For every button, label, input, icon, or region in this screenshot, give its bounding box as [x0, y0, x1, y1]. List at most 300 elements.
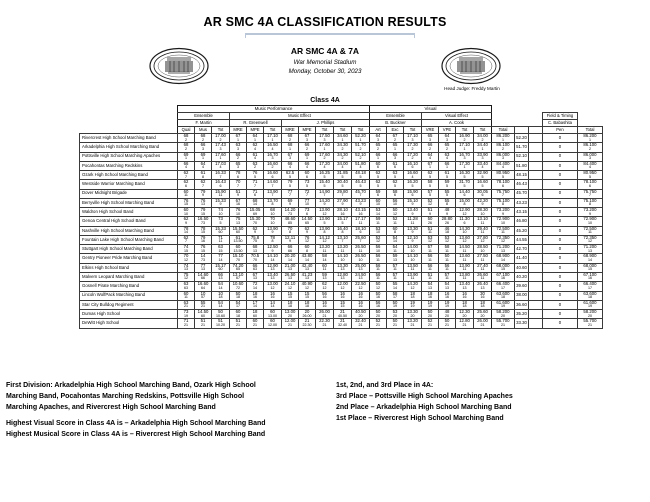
score-cell: 52.10 2 [352, 152, 370, 161]
highest-scores-block [6, 419, 336, 441]
score-cell: 64 1 [247, 134, 264, 143]
score-cell: 13.90 5 [316, 217, 334, 226]
score-cell: 17.10 1 [456, 143, 474, 152]
score-cell: 62 5 [370, 180, 387, 189]
score-cell: 14 14 [264, 300, 282, 309]
score-cell [529, 171, 543, 180]
score-cell: 14.50 60 [195, 310, 212, 319]
score-cell: 16.50 4 [264, 143, 282, 152]
band-name-cell: Waldron High School Band [80, 208, 178, 217]
first-division-block [6, 381, 326, 414]
score-cell [529, 152, 543, 161]
score-cell: 10.60 72 [230, 282, 247, 291]
score-cell: 46.80 [515, 217, 529, 226]
score-cell: 57 11 [387, 272, 404, 281]
score-cell: 16 16 [352, 291, 370, 300]
score-cell: 24.10 12 [282, 282, 299, 291]
score-cell: 13.10 11 [474, 217, 492, 226]
score-cell: 57 5 [422, 189, 439, 198]
score-cell: 63 15 [212, 245, 230, 254]
band-name-cell: Stuttgart High School Marching Band [80, 245, 178, 254]
score-cell: 16.70 3 [456, 152, 474, 161]
score-cell: 73.200 9 [492, 208, 515, 217]
score-cell: 40.90 12 [299, 282, 316, 291]
score-cell: 13.20 11 [316, 245, 334, 254]
judge-penalty: C. Babashita [543, 120, 578, 127]
col-mpe-2: MPE [299, 127, 316, 134]
col-tot-7: Tot [456, 127, 474, 134]
score-cell: 40.20 [515, 272, 529, 281]
score-cell: 12.00 21 [282, 319, 299, 328]
score-cell: 17.10 3 [404, 134, 422, 143]
score-cell: 54 14 [387, 235, 404, 244]
score-cell: 34.40 1 [474, 143, 492, 152]
score-cell: 14.90 7 [316, 189, 334, 198]
score-cell: 17.30 2 [404, 143, 422, 152]
score-cell: 66 4 [178, 161, 195, 170]
score-cell: 52 21 [370, 319, 387, 328]
score-cell: 16 16 [316, 300, 334, 309]
score-cell: 13.10 67 [230, 272, 247, 281]
score-cell: 15.30 70 [247, 217, 264, 226]
score-cell: 63 4 [439, 152, 456, 161]
col-visual [529, 127, 543, 134]
score-cell: 59 6 [370, 189, 387, 198]
score-cell: 15.90 6 [404, 189, 422, 198]
score-cell: 78 8 [264, 235, 282, 244]
score-cell: 48 9 [439, 208, 456, 217]
score-cell: 16 16 [439, 291, 456, 300]
score-cell: 28.80 26 [439, 217, 456, 226]
score-cell: 60 11 [316, 263, 334, 272]
score-cell: 75.750 7 [578, 189, 603, 198]
score-cell: 17.50 3 [316, 134, 334, 143]
score-cell: 25.60 7 [352, 235, 370, 244]
score-cell: 56 16 [316, 291, 334, 300]
score-cell: 63.600 18 [492, 291, 515, 300]
score-cell: 73 19 [178, 310, 195, 319]
table-row[interactable] [80, 217, 603, 226]
score-cell: 0 [543, 291, 578, 300]
score-cell: 45.20 [515, 226, 529, 235]
score-cell: 16.25 5 [316, 171, 334, 180]
score-cell: 60 8 [387, 226, 404, 235]
score-cell [529, 208, 543, 217]
score-cell: 40.60 [515, 263, 529, 272]
score-cell: 50 12 [370, 282, 387, 291]
score-cell: 15.10 70 [230, 254, 247, 263]
score-cell: 43.23 [515, 198, 529, 207]
score-cell: 43.15 16 [352, 208, 370, 217]
score-cell: 57 11 [422, 245, 439, 254]
score-cell: 56 11 [422, 263, 439, 272]
score-cell: 68 13 [247, 245, 264, 254]
score-cell: 61 4 [247, 152, 264, 161]
score-cell: 14.10 14 [264, 254, 282, 263]
score-cell: 13.30 13 [334, 263, 352, 272]
score-cell: 46.43 [515, 180, 529, 189]
score-cell: 17.03 4 [212, 161, 230, 170]
score-cell: 0 [543, 208, 578, 217]
table-row[interactable] [80, 291, 603, 300]
table-row[interactable] [80, 143, 603, 152]
score-cell: 38.00 [515, 291, 529, 300]
score-cell: 13.10 7 [334, 235, 352, 244]
col-art: Art [370, 127, 387, 134]
score-cell: 67 3 [282, 152, 299, 161]
score-cell [529, 217, 543, 226]
score-cell: 51.80 4 [352, 161, 370, 170]
score-cell: 76 13 [195, 198, 212, 207]
score-cell [529, 245, 543, 254]
spacer-cell-3 [515, 120, 529, 127]
score-cell: 67 2 [387, 134, 404, 143]
spacer-cell-4 [529, 106, 543, 113]
spacer-cell-3 [515, 113, 529, 120]
header-row-groups [80, 106, 603, 113]
score-cell: 77 13 [195, 263, 212, 272]
score-cell: 16.60 5 [474, 180, 492, 189]
score-cell: 0 [543, 189, 578, 198]
score-cell: 66 13 [212, 272, 230, 281]
score-cell: 54 11 [387, 245, 404, 254]
score-cell: 58 17 [387, 291, 404, 300]
score-cell: 17.20 2 [404, 152, 422, 161]
score-cell: 62 4 [247, 143, 264, 152]
score-cell: 63 63 [178, 282, 195, 291]
score-cell: 12.11 9 [282, 235, 299, 244]
place-2-line: 2nd Place – Arkadelphia High School Marching Band [336, 403, 512, 411]
score-cell: 21 40.50 [334, 310, 352, 319]
score-cell: 48.18 5 [352, 171, 370, 180]
score-cell: 51 9 [230, 189, 247, 198]
score-cell: 68 14 [247, 198, 264, 207]
score-cell: 52.20 1 [352, 134, 370, 143]
score-cell: 58 6 [387, 189, 404, 198]
score-cell: 51 21 [230, 319, 247, 328]
score-cell: 75.100 8 [492, 198, 515, 207]
score-cell: 61 5 [439, 171, 456, 180]
score-cell: 15 15 [334, 300, 352, 309]
score-cell: 72 14 [247, 282, 264, 291]
col-mre-1: MRE [230, 127, 247, 134]
table-row[interactable] [80, 282, 603, 291]
band-name-cell: Westside Warrior Marching Band [80, 180, 178, 189]
place-3-line: 3rd Place – Pottsville High School Marching Apaches [336, 392, 513, 400]
score-cell: 43.80 14 [299, 254, 316, 263]
score-cell: 57 11 [439, 272, 456, 281]
score-cell: 66 1 [370, 152, 387, 161]
score-cell: 72.900 10 [492, 217, 515, 226]
spacer-cell [80, 106, 178, 113]
score-cell: 0 [543, 198, 578, 207]
score-cell: 45.70 [515, 189, 529, 198]
score-cell: 74 15 [178, 245, 195, 254]
col-music [515, 127, 529, 134]
score-cell: 78 15 [195, 226, 212, 235]
score-cell: 28.30 10 [474, 208, 492, 217]
score-cell: 61 13.50 [230, 235, 247, 244]
score-cell: 86.200 1 [578, 134, 603, 143]
score-cell: 0 [543, 310, 578, 319]
score-cell: 54 13 [439, 282, 456, 291]
score-cell: 59 11 [370, 217, 387, 226]
score-cell: 13.90 8 [316, 226, 334, 235]
band-name-cell: Pottsville High School Marching Apaches [80, 152, 178, 161]
score-cell: 75.8 75 [247, 235, 264, 244]
spacer-cell-2 [492, 106, 515, 113]
score-cell: 14.20 12 [404, 282, 422, 291]
score-cell: 54 14 [212, 300, 230, 309]
score-cell: 18 18 [474, 300, 492, 309]
score-cell: 51.70 [515, 143, 529, 152]
score-cell: 73 6 [299, 208, 316, 217]
score-cell: 66 2 [299, 143, 316, 152]
place-1-line: 1st Place – Rivercrest High School Marching Band [336, 414, 504, 422]
score-cell: 13.70 8 [264, 198, 282, 207]
table-row[interactable] [80, 152, 603, 161]
score-cell: 34.00 2 [474, 134, 492, 143]
table-row[interactable] [80, 180, 603, 189]
score-cell: 71.200 13 [578, 245, 603, 254]
score-cell: 58 5 [422, 180, 439, 189]
score-cell: 26.00 21 [316, 310, 334, 319]
score-cell: 54 17 [230, 300, 247, 309]
score-cell: 18 16 [247, 291, 264, 300]
score-cell: 68 2 [178, 143, 195, 152]
score-cell: 15 15 [282, 291, 299, 300]
score-cell: 33.40 4 [474, 161, 492, 170]
spacer-cell-5 [543, 106, 578, 113]
score-cell: 64 3 [370, 134, 387, 143]
score-cell: 60 11 [178, 189, 195, 198]
score-cell [529, 226, 543, 235]
score-cell: 34.60 1 [334, 134, 352, 143]
score-cell: 75.100 8 [578, 198, 603, 207]
score-cell: 67 1 [422, 161, 439, 170]
score-cell: 16 16 [334, 291, 352, 300]
score-cell: 48.15 [515, 171, 529, 180]
table-row[interactable] [80, 189, 603, 198]
score-cell: 13.20 21 [404, 319, 422, 328]
score-cell: 50 16 [370, 291, 387, 300]
score-cell: 66 4 [282, 161, 299, 170]
score-cell: 59 13 [316, 272, 334, 281]
score-cell: 84.400 4 [578, 161, 603, 170]
score-cell: 12.90 12 [456, 208, 474, 217]
score-cell: 27.40 11 [474, 263, 492, 272]
score-cell: 0 [543, 319, 578, 328]
score-cell: 30.05 6 [474, 189, 492, 198]
score-cell: 79 15 [195, 208, 212, 217]
header-row-subgroups [80, 113, 603, 120]
score-cell: 42.70 [515, 245, 529, 254]
score-cell: 64 3 [439, 134, 456, 143]
score-cell: 12.10 9 [404, 235, 422, 244]
score-cell: 15.90 11 [212, 189, 230, 198]
score-cell: 58 11 [439, 245, 456, 254]
score-cell: 16 16 [264, 291, 282, 300]
score-cell: 18 16 [422, 291, 439, 300]
score-cell: 60 6 [370, 161, 387, 170]
judge-mp-effect-1: R. Greenwell [230, 120, 282, 127]
score-cell [529, 319, 543, 328]
band-name-cell: Nashville High School Marching Band [80, 226, 178, 235]
score-cell: 50 11 [439, 254, 456, 263]
score-cell: 50 20 [422, 310, 439, 319]
score-cell: 53 14 [370, 208, 387, 217]
score-cell: 18 18 [404, 291, 422, 300]
score-cell: 13.00 12 [264, 282, 282, 291]
score-cell: 66 63 [247, 263, 264, 272]
score-cell: 75.750 7 [492, 189, 515, 198]
score-cell: 52 12 [370, 235, 387, 244]
first-division-line-3: Marching Apaches, and Rivercrest High School Marching Band [6, 403, 216, 411]
score-cell: 14.30 10 [456, 226, 474, 235]
score-cell: 69 1 [178, 152, 195, 161]
spacer-cell-6 [578, 113, 603, 120]
highest-visual-line: Highest Visual Score in Class 4A is – Arkadelphia High School Marching Band [6, 420, 266, 427]
score-cell: 17.17 11 [352, 217, 370, 226]
score-cell: 17.43 3 [212, 143, 230, 152]
event-title: AR SMC 4A & 7A [290, 46, 360, 56]
score-cell: 34.30 2 [334, 143, 352, 152]
score-cell: 17 14 [247, 300, 264, 309]
band-name-cell: Arkadelphia High School Marching Band [80, 143, 178, 152]
score-cell: 0 [543, 152, 578, 161]
score-cell: 15.05 69 [247, 208, 264, 217]
subgroup-visual-effect: Visual Effect [422, 113, 492, 120]
score-cell: 48 20 [439, 310, 456, 319]
score-cell: 14.60 7 [264, 180, 282, 189]
score-cell: 77 14 [212, 254, 230, 263]
score-cell: 46 18 [439, 226, 456, 235]
score-cell: 26.00 21 [474, 319, 492, 328]
score-cell: 50 21 [387, 319, 404, 328]
score-cell: 66 3 [195, 143, 212, 152]
score-cell: 66 2 [422, 143, 439, 152]
score-cell: 40.50 20 [352, 310, 370, 319]
score-cell: 72.350 12 [578, 235, 603, 244]
score-cell: 16 16 [456, 291, 474, 300]
score-cell: 56 16 [370, 300, 387, 309]
score-cell: 60 10 [370, 198, 387, 207]
score-cell: 52 12 [422, 198, 439, 207]
score-cell: 0 [543, 161, 578, 170]
score-cell: 36.60 [515, 300, 529, 309]
score-cell: 12.80 13 [334, 272, 352, 281]
score-cell: 14.00 10 [404, 245, 422, 254]
subgroup-field-timing: Field & Timing [543, 113, 578, 120]
score-cell: 62 7 [195, 180, 212, 189]
results-table [79, 105, 603, 329]
score-cell: 42.40 13 [299, 263, 316, 272]
table-row[interactable] [80, 254, 603, 263]
score-cell: 52.20 [515, 134, 529, 143]
score-cell: 56 10 [387, 198, 404, 207]
score-cell: 0 [543, 272, 578, 281]
score-cell: 14.12 12 [316, 235, 334, 244]
score-cell: 0 [543, 263, 578, 272]
score-cell: 13.90 11 [404, 272, 422, 281]
score-cell: 76 15 [195, 245, 212, 254]
score-cell: 16.40 8 [334, 226, 352, 235]
score-cell: 77 7 [282, 189, 299, 198]
score-cell: 73 5 [299, 180, 316, 189]
score-cell: 56 11 [370, 272, 387, 281]
score-cell: 64 4 [195, 161, 212, 170]
score-cell: 72.500 11 [578, 226, 603, 235]
score-cell: 58.200 20 [578, 310, 603, 319]
results-table-wrapper [79, 105, 603, 329]
score-cell: 16.33 7 [212, 171, 230, 180]
score-cell: 19 19 [439, 300, 456, 309]
score-cell: 14.10 10 [404, 254, 422, 263]
score-cell: 71 7 [247, 180, 264, 189]
score-cell: 65 2 [439, 143, 456, 152]
event-header [0, 46, 650, 75]
score-cell: 65 3 [230, 161, 247, 170]
score-cell: 22.30 21 [316, 319, 334, 328]
band-name-cell: Star City Bulldog Regiment [80, 300, 178, 309]
score-cell: 72 7 [299, 189, 316, 198]
score-cell: 71 6 [247, 189, 264, 198]
score-cell: 52 11 [387, 217, 404, 226]
score-cell: 62 9 [247, 226, 264, 235]
score-cell: 71 21 [178, 319, 195, 328]
col-vpe: VPE [439, 127, 456, 134]
score-cell [529, 189, 543, 198]
score-cell [529, 198, 543, 207]
score-cell: 14.40 6 [456, 189, 474, 198]
score-cell: 15.10 9 [404, 198, 422, 207]
score-cell: 15.33 9 [212, 198, 230, 207]
score-cell: 0 [543, 143, 578, 152]
col-tot-5: Tot [352, 127, 370, 134]
col-sub-total: Total [492, 127, 515, 134]
score-cell: 19 19 [422, 300, 439, 309]
col-pen: Pen [543, 127, 578, 134]
table-row[interactable] [80, 319, 603, 328]
score-cell: 31.70 5 [456, 180, 474, 189]
table-head [80, 106, 603, 134]
col-tot-2: Tot [264, 127, 282, 134]
score-cell: 13.40 13 [456, 282, 474, 291]
score-cell: 14 73 [195, 254, 212, 263]
score-cell: 18 18 [456, 300, 474, 309]
score-cell: 50 26 [422, 217, 439, 226]
score-cell: 74 10 [212, 208, 230, 217]
score-cell: 13.50 11 [404, 263, 422, 272]
event-date: Monday, October 30, 2023 [288, 67, 362, 75]
score-cell: 73 5 [212, 217, 230, 226]
placements-title: 1st, 2nd, and 3rd Place in 4A: [336, 382, 434, 389]
score-cell: 72.500 11 [492, 226, 515, 235]
score-cell: 76 10 [230, 208, 247, 217]
score-cell: 14.10 10 [334, 254, 352, 263]
band-name-cell: Gosnell Pirate Marching Band [80, 282, 178, 291]
score-cell: 65 3 [422, 134, 439, 143]
score-cell: 50 19 [387, 300, 404, 309]
score-cell: 34.00 4 [334, 161, 352, 170]
score-cell: 76 15 [178, 198, 195, 207]
score-cell: 66 3 [387, 152, 404, 161]
score-cell: 55.700 21 [492, 319, 515, 328]
score-cell: 51 11 [422, 226, 439, 235]
score-cell: 80.950 5 [492, 171, 515, 180]
score-cell: 17.00 2 [212, 134, 230, 143]
score-cell: 60 6 [299, 171, 316, 180]
